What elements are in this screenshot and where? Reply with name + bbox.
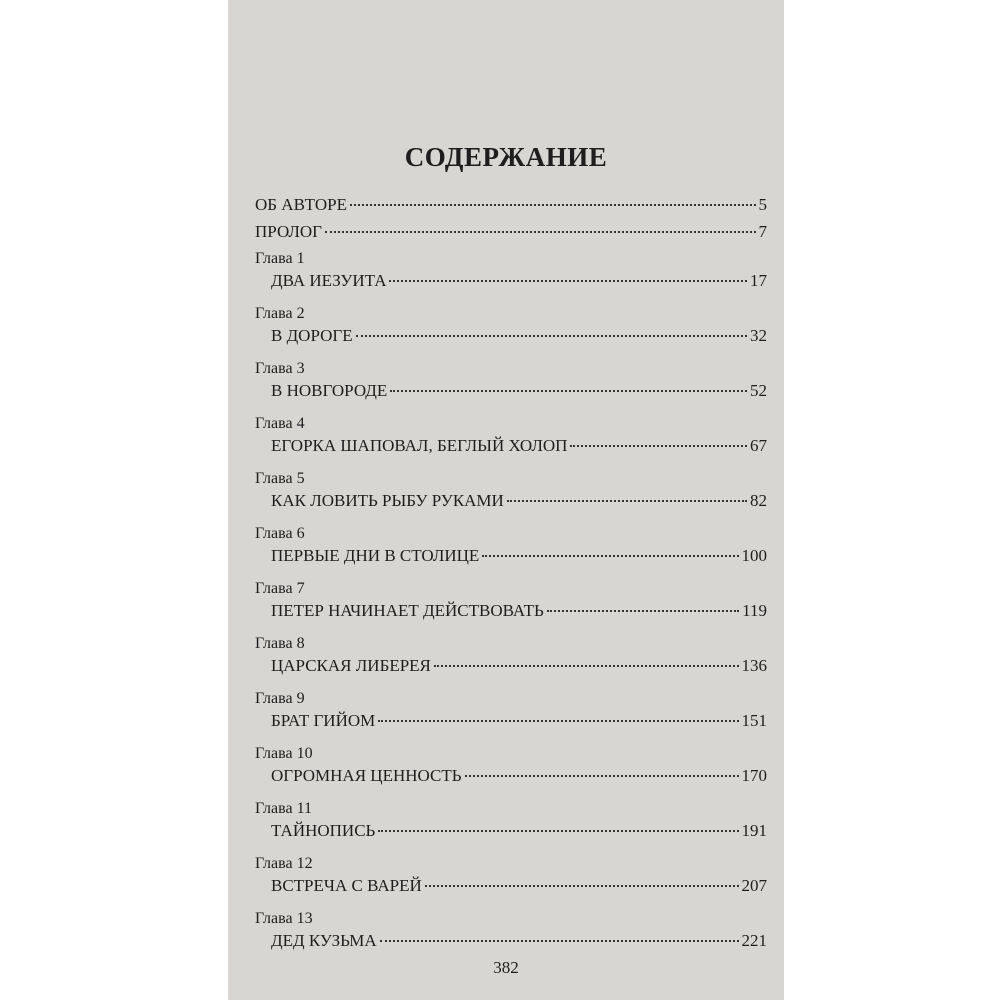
chapter-page: 100 [741,546,767,565]
toc-entry-title: ПРОЛОГ [255,222,323,241]
chapter-page: 136 [741,656,767,675]
chapter-title: В НОВГОРОДЕ [271,381,388,400]
toc-chapter-entry [255,413,767,468]
chapter-label: Глава 3 [255,360,305,377]
chapter-page: 221 [741,931,767,950]
chapter-page: 151 [741,711,767,730]
dot-leader [570,445,747,447]
chapter-title: ДЕД КУЗЬМА [271,931,377,950]
chapter-label: Глава 8 [255,635,305,652]
chapter-label: Глава 7 [255,580,305,597]
dot-leader [465,775,739,777]
dot-leader [350,204,756,206]
toc-entry-title: ОБ АВТОРЕ [255,195,347,214]
dot-leader [380,940,739,942]
toc-chapter-entry [255,578,767,633]
chapter-title: ЦАРСКАЯ ЛИБЕРЕЯ [271,656,431,675]
chapter-title-row [255,490,767,523]
chapter-title: ДВА ИЕЗУИТА [271,271,387,290]
chapter-title-row [255,325,767,358]
chapter-title-row [255,545,767,578]
chapter-title-row [255,875,767,908]
toc-chapter-entry [255,688,767,743]
chapter-list [255,248,767,963]
chapter-page: 67 [750,436,767,455]
chapter-page: 82 [750,491,767,510]
toc-chapter-entry [255,523,767,578]
toc-entry-page: 7 [758,222,767,241]
chapter-title: ВСТРЕЧА С ВАРЕЙ [271,876,422,895]
chapter-label: Глава 12 [255,855,313,872]
book-page [228,0,784,1000]
chapter-label: Глава 2 [255,305,305,322]
chapter-title-row [255,820,767,853]
chapter-page: 32 [750,326,767,345]
page-number: 382 [493,958,519,977]
chapter-title: ПЕТЕР НАЧИНАЕТ ДЕЙСТВОВАТЬ [271,601,544,620]
toc-chapter-entry [255,248,767,303]
toc-chapter-entry [255,358,767,413]
page-title: СОДЕРЖАНИЕ [404,142,608,172]
dot-leader [325,231,755,233]
chapter-page: 191 [741,821,767,840]
dot-leader [378,830,738,832]
chapter-page: 17 [750,271,767,290]
chapter-label: Глава 4 [255,415,305,432]
dot-leader [378,720,738,722]
chapter-title: ЕГОРКА ШАПОВАЛ, БЕГЛЫЙ ХОЛОП [271,436,568,455]
chapter-title-row [255,380,767,413]
dot-leader [482,555,738,557]
dot-leader [507,500,747,502]
chapter-title: КАК ЛОВИТЬ РЫБУ РУКАМИ [271,491,504,510]
chapter-title: ТАЙНОПИСЬ [271,821,376,840]
chapter-title-row [255,710,767,743]
toc-chapter-entry [255,743,767,798]
chapter-title-row [255,600,767,633]
toc-chapter-entry [255,853,767,908]
dot-leader [389,280,747,282]
dot-leader [547,610,739,612]
chapter-page: 52 [750,381,767,400]
chapter-label: Глава 13 [255,910,313,927]
chapter-title-row [255,655,767,688]
toc-chapter-entry [255,303,767,358]
toc-chapter-entry [255,633,767,688]
dot-leader [425,885,739,887]
toc-chapter-entry [255,468,767,523]
toc-entry-about-author [255,194,767,221]
chapter-title: ОГРОМНАЯ ЦЕННОСТЬ [271,766,462,785]
toc-chapter-entry [255,798,767,853]
toc-chapter-entry [255,908,767,963]
chapter-label: Глава 11 [255,800,312,817]
chapter-label: Глава 9 [255,690,305,707]
dot-leader [356,335,747,337]
toc-entry-page: 5 [758,195,767,214]
chapter-title-row [255,435,767,468]
chapter-label: Глава 5 [255,470,305,487]
chapter-title-row [255,270,767,303]
chapter-title: ПЕРВЫЕ ДНИ В СТОЛИЦЕ [271,546,480,565]
chapter-title: БРАТ ГИЙОМ [271,711,376,730]
chapter-label: Глава 1 [255,250,305,267]
chapter-page: 119 [742,601,767,620]
chapter-page: 207 [741,876,767,895]
chapter-title-row [255,765,767,798]
chapter-page: 170 [741,766,767,785]
dot-leader [390,390,747,392]
toc-entry-prologue [255,221,767,248]
dot-leader [434,665,739,667]
chapter-label: Глава 6 [255,525,305,542]
chapter-label: Глава 10 [255,745,313,762]
table-of-contents [255,194,767,963]
chapter-title: В ДОРОГЕ [271,326,353,345]
